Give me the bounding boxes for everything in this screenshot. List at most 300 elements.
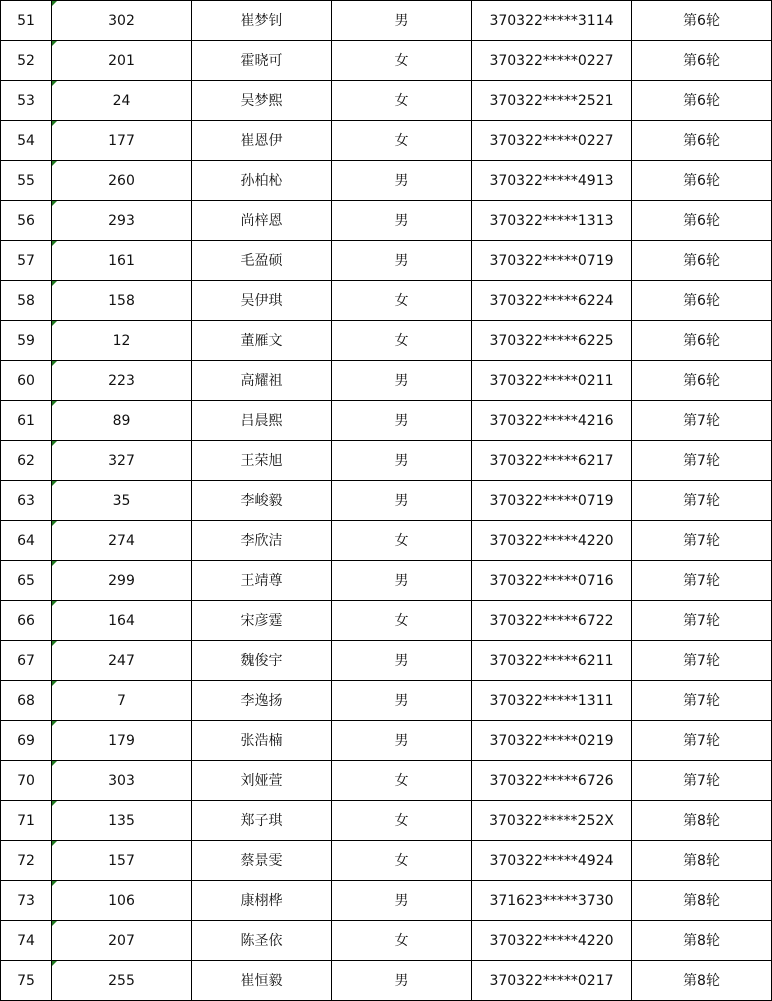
- round-cell-text: 第7轮: [683, 612, 720, 629]
- id-number-cell-text: 370322*****1313: [489, 212, 614, 229]
- id-number-cell-text: 370322*****1311: [489, 692, 614, 709]
- id-number-cell: [472, 681, 632, 721]
- id-number-cell: [472, 961, 632, 1001]
- row-number-cell: [1, 961, 52, 1001]
- gender-cell-text: 男: [394, 212, 409, 229]
- row-number-cell-text: 59: [17, 332, 35, 349]
- draw-number-cell: [52, 841, 192, 881]
- id-number-cell-text: 370322*****4220: [489, 532, 614, 549]
- draw-number-cell-text: 255: [108, 972, 135, 989]
- id-number-cell: [472, 761, 632, 801]
- student-name-cell: [192, 641, 332, 681]
- row-number-cell-text: 51: [17, 12, 35, 29]
- student-name-cell-text: 李逸扬: [240, 692, 283, 709]
- id-number-cell-text: 370322*****0719: [489, 252, 614, 269]
- gender-cell: [332, 521, 472, 561]
- student-name-cell: [192, 161, 332, 201]
- row-number-cell: [1, 401, 52, 441]
- round-cell-text: 第8轮: [683, 852, 720, 869]
- id-number-cell: [472, 561, 632, 601]
- gender-cell-text: 男: [394, 12, 409, 29]
- draw-number-cell: [52, 1, 192, 41]
- round-cell: [632, 521, 772, 561]
- round-cell-text: 第7轮: [683, 692, 720, 709]
- id-number-cell: [472, 41, 632, 81]
- gender-cell-text: 女: [394, 532, 409, 549]
- gender-cell-text: 男: [394, 572, 409, 589]
- table-row: [1, 81, 772, 121]
- student-name-cell-text: 李欣洁: [240, 532, 283, 549]
- round-cell-text: 第6轮: [683, 52, 720, 69]
- round-cell-text: 第6轮: [683, 212, 720, 229]
- cell-indicator-icon: [52, 561, 57, 566]
- table-row: [1, 1, 772, 41]
- student-name-cell: [192, 961, 332, 1001]
- cell-indicator-icon: [52, 201, 57, 206]
- id-number-cell-text: 370322*****0219: [489, 732, 614, 749]
- draw-number-cell-text: 35: [112, 492, 131, 509]
- row-number-cell: [1, 281, 52, 321]
- id-number-cell-text: 371623*****3730: [489, 892, 614, 909]
- student-name-cell: [192, 681, 332, 721]
- cell-indicator-icon: [52, 521, 57, 526]
- row-number-cell-text: 56: [17, 212, 35, 229]
- cell-indicator-icon: [52, 401, 57, 406]
- id-number-cell-text: 370322*****6726: [489, 772, 614, 789]
- round-cell: [632, 881, 772, 921]
- draw-number-cell: [52, 881, 192, 921]
- student-name-cell-text: 宋彦霆: [240, 612, 283, 629]
- round-cell-text: 第6轮: [683, 332, 720, 349]
- student-name-cell: [192, 801, 332, 841]
- draw-number-cell-text: 157: [108, 852, 135, 869]
- round-cell-text: 第6轮: [683, 252, 720, 269]
- id-number-cell-text: 370322*****4913: [489, 172, 614, 189]
- gender-cell-text: 女: [394, 92, 409, 109]
- student-name-cell-text: 董雁文: [240, 332, 283, 349]
- gender-cell-text: 女: [394, 852, 409, 869]
- id-number-cell: [472, 921, 632, 961]
- gender-cell-text: 女: [394, 332, 409, 349]
- round-cell: [632, 841, 772, 881]
- cell-indicator-icon: [52, 881, 57, 886]
- row-number-cell-text: 73: [17, 892, 35, 909]
- cell-indicator-icon: [52, 961, 57, 966]
- draw-number-cell-text: 293: [108, 212, 135, 229]
- round-cell-text: 第7轮: [683, 532, 720, 549]
- gender-cell: [332, 801, 472, 841]
- id-number-cell: [472, 841, 632, 881]
- row-number-cell: [1, 721, 52, 761]
- draw-number-cell: [52, 401, 192, 441]
- cell-indicator-icon: [52, 121, 57, 126]
- student-name-cell: [192, 201, 332, 241]
- row-number-cell: [1, 761, 52, 801]
- round-cell: [632, 801, 772, 841]
- id-number-cell-text: 370322*****6217: [489, 452, 614, 469]
- draw-number-cell-text: 207: [108, 932, 135, 949]
- gender-cell-text: 男: [394, 652, 409, 669]
- student-name-cell-text: 康栩桦: [240, 892, 283, 909]
- student-name-cell: [192, 841, 332, 881]
- row-number-cell: [1, 601, 52, 641]
- student-name-cell-text: 李峻毅: [240, 492, 283, 509]
- id-number-cell: [472, 721, 632, 761]
- row-number-cell-text: 68: [17, 692, 35, 709]
- draw-number-cell: [52, 721, 192, 761]
- round-cell: [632, 241, 772, 281]
- table-row: [1, 321, 772, 361]
- student-name-cell-text: 霍晓可: [240, 52, 283, 69]
- row-number-cell: [1, 241, 52, 281]
- gender-cell: [332, 721, 472, 761]
- id-number-cell: [472, 641, 632, 681]
- gender-cell-text: 男: [394, 252, 409, 269]
- student-name-cell: [192, 321, 332, 361]
- id-number-cell-text: 370322*****252X: [489, 812, 614, 829]
- round-cell-text: 第6轮: [683, 132, 720, 149]
- table-row: [1, 121, 772, 161]
- draw-number-cell-text: 274: [108, 532, 135, 549]
- gender-cell-text: 女: [394, 612, 409, 629]
- table-row: [1, 961, 772, 1001]
- table-row: [1, 801, 772, 841]
- round-cell: [632, 441, 772, 481]
- draw-number-cell: [52, 641, 192, 681]
- gender-cell-text: 女: [394, 52, 409, 69]
- cell-indicator-icon: [52, 81, 57, 86]
- draw-number-cell-text: 179: [108, 732, 135, 749]
- table-row: [1, 641, 772, 681]
- draw-number-cell-text: 161: [108, 252, 135, 269]
- row-number-cell: [1, 161, 52, 201]
- student-name-cell-text: 王靖尊: [240, 572, 283, 589]
- student-name-cell-text: 魏俊宇: [240, 652, 283, 669]
- student-name-cell-text: 吕晨熙: [240, 412, 283, 429]
- row-number-cell: [1, 521, 52, 561]
- student-name-cell: [192, 561, 332, 601]
- student-name-cell: [192, 361, 332, 401]
- id-number-cell-text: 370322*****6225: [489, 332, 614, 349]
- round-cell: [632, 561, 772, 601]
- draw-number-cell-text: 302: [108, 12, 135, 29]
- draw-number-cell-text: 7: [117, 692, 126, 709]
- cell-indicator-icon: [52, 1, 57, 6]
- table-row: [1, 921, 772, 961]
- round-cell-text: 第7轮: [683, 412, 720, 429]
- student-name-cell-text: 王荣旭: [240, 452, 283, 469]
- row-number-cell: [1, 681, 52, 721]
- round-cell-text: 第6轮: [683, 172, 720, 189]
- gender-cell: [332, 761, 472, 801]
- round-cell: [632, 961, 772, 1001]
- table-row: [1, 721, 772, 761]
- draw-number-cell: [52, 681, 192, 721]
- round-cell-text: 第7轮: [683, 452, 720, 469]
- round-cell-text: 第6轮: [683, 292, 720, 309]
- draw-number-cell: [52, 961, 192, 1001]
- id-number-cell-text: 370322*****0716: [489, 572, 614, 589]
- table-row: [1, 681, 772, 721]
- row-number-cell: [1, 81, 52, 121]
- draw-number-cell: [52, 921, 192, 961]
- gender-cell: [332, 841, 472, 881]
- id-number-cell-text: 370322*****4220: [489, 932, 614, 949]
- draw-number-cell: [52, 321, 192, 361]
- round-cell-text: 第7轮: [683, 572, 720, 589]
- draw-number-cell: [52, 761, 192, 801]
- student-name-cell: [192, 1, 332, 41]
- student-name-cell: [192, 281, 332, 321]
- round-cell: [632, 81, 772, 121]
- table-row: [1, 561, 772, 601]
- draw-number-cell: [52, 481, 192, 521]
- row-number-cell: [1, 801, 52, 841]
- draw-number-cell: [52, 201, 192, 241]
- id-number-cell: [472, 601, 632, 641]
- id-number-cell: [472, 361, 632, 401]
- gender-cell: [332, 641, 472, 681]
- id-number-cell-text: 370322*****0719: [489, 492, 614, 509]
- round-cell: [632, 681, 772, 721]
- id-number-cell-text: 370322*****4216: [489, 412, 614, 429]
- cell-indicator-icon: [52, 721, 57, 726]
- round-cell: [632, 1, 772, 41]
- cell-indicator-icon: [52, 761, 57, 766]
- draw-number-cell-text: 223: [108, 372, 135, 389]
- draw-number-cell: [52, 241, 192, 281]
- id-number-cell: [472, 881, 632, 921]
- row-number-cell-text: 58: [17, 292, 35, 309]
- table-row: [1, 481, 772, 521]
- id-number-cell-text: 370322*****0227: [489, 52, 614, 69]
- id-number-cell-text: 370322*****6224: [489, 292, 614, 309]
- table-row: [1, 41, 772, 81]
- row-number-cell: [1, 641, 52, 681]
- round-cell-text: 第7轮: [683, 732, 720, 749]
- student-name-cell-text: 蔡景雯: [240, 852, 283, 869]
- row-number-cell: [1, 841, 52, 881]
- row-number-cell-text: 64: [17, 532, 35, 549]
- draw-number-cell-text: 89: [112, 412, 131, 429]
- row-number-cell: [1, 41, 52, 81]
- student-name-cell: [192, 601, 332, 641]
- gender-cell: [332, 601, 472, 641]
- cell-indicator-icon: [52, 921, 57, 926]
- student-name-cell-text: 陈圣依: [240, 932, 283, 949]
- round-cell-text: 第7轮: [683, 652, 720, 669]
- draw-number-cell: [52, 561, 192, 601]
- cell-indicator-icon: [52, 481, 57, 486]
- draw-number-cell: [52, 81, 192, 121]
- row-number-cell-text: 67: [17, 652, 35, 669]
- id-number-cell: [472, 161, 632, 201]
- student-name-cell-text: 孙柏杺: [240, 172, 283, 189]
- student-name-cell-text: 崔恒毅: [240, 972, 283, 989]
- round-cell: [632, 121, 772, 161]
- table-row: [1, 881, 772, 921]
- round-cell: [632, 281, 772, 321]
- round-cell-text: 第7轮: [683, 492, 720, 509]
- student-name-cell-text: 张浩楠: [240, 732, 283, 749]
- gender-cell: [332, 361, 472, 401]
- round-cell-text: 第8轮: [683, 972, 720, 989]
- gender-cell: [332, 921, 472, 961]
- round-cell-text: 第6轮: [683, 12, 720, 29]
- student-name-cell: [192, 721, 332, 761]
- row-number-cell: [1, 561, 52, 601]
- id-number-cell: [472, 481, 632, 521]
- student-name-cell: [192, 401, 332, 441]
- row-number-cell: [1, 881, 52, 921]
- table-row: [1, 761, 772, 801]
- table-row: [1, 841, 772, 881]
- draw-number-cell-text: 303: [108, 772, 135, 789]
- id-number-cell-text: 370322*****0227: [489, 132, 614, 149]
- gender-cell-text: 女: [394, 812, 409, 829]
- row-number-cell: [1, 201, 52, 241]
- id-number-cell-text: 370322*****0211: [489, 372, 614, 389]
- student-name-cell-text: 吴伊琪: [240, 292, 283, 309]
- student-name-cell: [192, 881, 332, 921]
- table-row: [1, 201, 772, 241]
- draw-number-cell-text: 201: [108, 52, 135, 69]
- draw-number-cell: [52, 441, 192, 481]
- draw-number-cell-text: 158: [108, 292, 135, 309]
- row-number-cell-text: 69: [17, 732, 35, 749]
- round-cell: [632, 641, 772, 681]
- student-name-cell-text: 刘娅萱: [240, 772, 283, 789]
- draw-number-cell-text: 106: [108, 892, 135, 909]
- draw-number-cell: [52, 601, 192, 641]
- id-number-cell-text: 370322*****4924: [489, 852, 614, 869]
- roster-table-body: [1, 1, 772, 1001]
- id-number-cell: [472, 1, 632, 41]
- id-number-cell-text: 370322*****2521: [489, 92, 614, 109]
- round-cell: [632, 921, 772, 961]
- id-number-cell: [472, 321, 632, 361]
- student-name-cell: [192, 921, 332, 961]
- cell-indicator-icon: [52, 641, 57, 646]
- round-cell: [632, 161, 772, 201]
- gender-cell-text: 男: [394, 172, 409, 189]
- gender-cell: [332, 481, 472, 521]
- row-number-cell: [1, 121, 52, 161]
- gender-cell-text: 男: [394, 492, 409, 509]
- draw-number-cell: [52, 161, 192, 201]
- table-row: [1, 361, 772, 401]
- row-number-cell-text: 65: [17, 572, 35, 589]
- id-number-cell-text: 370322*****0217: [489, 972, 614, 989]
- round-cell: [632, 361, 772, 401]
- draw-number-cell: [52, 361, 192, 401]
- table-row: [1, 521, 772, 561]
- row-number-cell: [1, 921, 52, 961]
- cell-indicator-icon: [52, 441, 57, 446]
- gender-cell-text: 女: [394, 292, 409, 309]
- row-number-cell-text: 63: [17, 492, 35, 509]
- gender-cell: [332, 241, 472, 281]
- gender-cell: [332, 81, 472, 121]
- row-number-cell-text: 75: [17, 972, 35, 989]
- cell-indicator-icon: [52, 41, 57, 46]
- gender-cell: [332, 881, 472, 921]
- table-row: [1, 601, 772, 641]
- row-number-cell-text: 54: [17, 132, 35, 149]
- round-cell-text: 第6轮: [683, 372, 720, 389]
- gender-cell: [332, 41, 472, 81]
- gender-cell: [332, 161, 472, 201]
- round-cell-text: 第8轮: [683, 812, 720, 829]
- row-number-cell-text: 72: [17, 852, 35, 869]
- student-name-cell: [192, 441, 332, 481]
- row-number-cell-text: 55: [17, 172, 35, 189]
- row-number-cell-text: 52: [17, 52, 35, 69]
- draw-number-cell-text: 247: [108, 652, 135, 669]
- round-cell: [632, 201, 772, 241]
- id-number-cell: [472, 241, 632, 281]
- row-number-cell-text: 61: [17, 412, 35, 429]
- round-cell: [632, 721, 772, 761]
- gender-cell-text: 男: [394, 692, 409, 709]
- id-number-cell-text: 370322*****6211: [489, 652, 614, 669]
- id-number-cell: [472, 521, 632, 561]
- id-number-cell: [472, 281, 632, 321]
- id-number-cell: [472, 441, 632, 481]
- row-number-cell-text: 60: [17, 372, 35, 389]
- gender-cell: [332, 201, 472, 241]
- round-cell-text: 第7轮: [683, 772, 720, 789]
- gender-cell-text: 男: [394, 412, 409, 429]
- draw-number-cell: [52, 121, 192, 161]
- table-row: [1, 161, 772, 201]
- round-cell: [632, 601, 772, 641]
- gender-cell: [332, 961, 472, 1001]
- cell-indicator-icon: [52, 161, 57, 166]
- row-number-cell-text: 53: [17, 92, 35, 109]
- round-cell: [632, 761, 772, 801]
- id-number-cell: [472, 121, 632, 161]
- row-number-cell: [1, 441, 52, 481]
- gender-cell-text: 男: [394, 732, 409, 749]
- round-cell-text: 第8轮: [683, 892, 720, 909]
- student-name-cell-text: 高耀祖: [240, 372, 283, 389]
- row-number-cell: [1, 321, 52, 361]
- draw-number-cell-text: 299: [108, 572, 135, 589]
- gender-cell: [332, 441, 472, 481]
- draw-number-cell-text: 260: [108, 172, 135, 189]
- student-name-cell-text: 郑子琪: [240, 812, 283, 829]
- draw-number-cell-text: 24: [112, 92, 131, 109]
- row-number-cell-text: 62: [17, 452, 35, 469]
- id-number-cell: [472, 201, 632, 241]
- id-number-cell: [472, 801, 632, 841]
- gender-cell-text: 男: [394, 972, 409, 989]
- cell-indicator-icon: [52, 281, 57, 286]
- student-name-cell-text: 崔恩伊: [240, 132, 283, 149]
- draw-number-cell-text: 177: [108, 132, 135, 149]
- gender-cell: [332, 281, 472, 321]
- table-row: [1, 441, 772, 481]
- draw-number-cell-text: 135: [108, 812, 135, 829]
- row-number-cell-text: 74: [17, 932, 35, 949]
- gender-cell: [332, 321, 472, 361]
- gender-cell: [332, 561, 472, 601]
- gender-cell-text: 男: [394, 892, 409, 909]
- cell-indicator-icon: [52, 241, 57, 246]
- gender-cell-text: 男: [394, 452, 409, 469]
- id-number-cell-text: 370322*****6722: [489, 612, 614, 629]
